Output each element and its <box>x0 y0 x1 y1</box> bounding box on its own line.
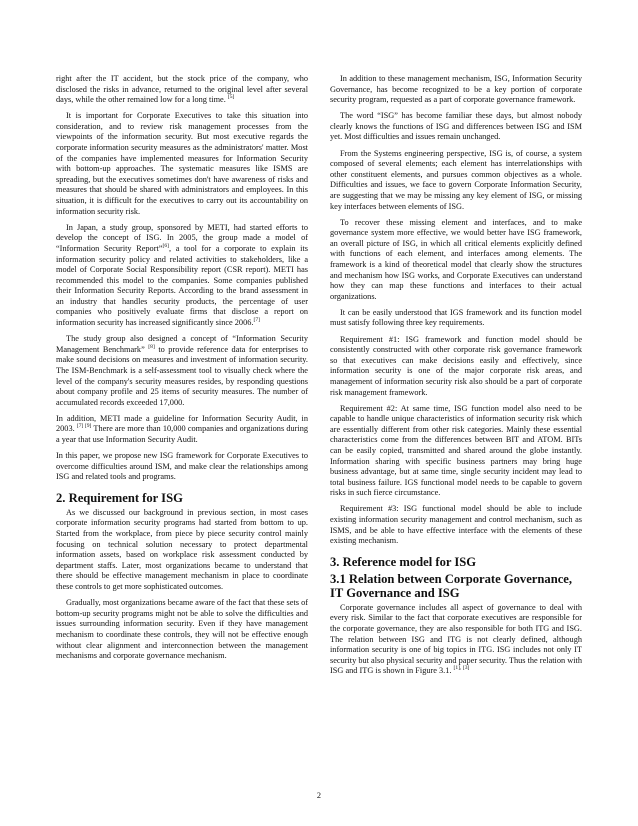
paragraph-meti-study-group: In Japan, a study group, sponsored by METI, had started efforts to develop the concept of ISG. In 2005, the group made a model of “Information Security Report”[6], a tool for a corporate to explain its information security policy and related activities to stakeholders, like a model of Corporate Social Responsibility report (CSR report). METI has recommended this model to the companies. Some companies published their Information Security Reports. According to the brand assessment in an industry that handles security products, the percentage of user companies who positively evaluate firms that disclose a report on information security has increased significantly since 2006.[7] <box>56 222 309 328</box>
right-column <box>330 74 582 683</box>
paragraph-isg-word: The word “ISG” has become familiar these days, but almost nobody clearly knows the functions of ISG and differences between ISG and ISM yet. Most difficulties and issues remain unchanged. <box>330 111 582 142</box>
paragraph-proposal: In this paper, we propose new ISG framework for Corporate Executives to overcome difficulties around ISM, and make clear the relationships among ISG and related tools and programs. <box>56 451 308 482</box>
subsection-heading-relation: 3.1 Relation between Corporate Governance, IT Governance and ISG <box>330 571 573 601</box>
paragraph-background: As we discussed our background in previous section, in most cases corporate information security programs had started from bottom to up. Started from the workplace, from piece by piece security control mainly focusing on technical solution necessary to protect departmental information assets, based on workplace risk assessment conducted by department staffs. Later, most organizations became to understand that there should be effective management mechanism in place to coordinate these controls to get more sophisticated outcomes. <box>56 507 308 592</box>
citation: [7] <box>253 317 260 324</box>
paragraph-requirement-2: Requirement #2: At same time, ISG function model also need to be capable to handle unique characteristics of information security risk which are essentially different from other risk categories. Mainly these essential characteristics come from the differences between BIT and ATOM. BITs can be easily copied, transmitted and shared around the globe instantly. Information sharing with specific business partners may bring huge business advantage, but at same time, single security incident may lead to total business failure. IGS functional model needs to be capable to govern risks in such fierce circumstance. <box>330 403 582 498</box>
left-column <box>56 74 308 667</box>
paragraph-systems-engineering: From the Systems engineering perspective, ISG is, of course, a system composed of several elements; each element has interrelationships with other constituent elements, and pursues common objectives as a whole. Difficulties and issues, we face to govern Corporate Information Security, are suggesting that we may be missing any key element of ISG, or missing key interfaces between elements of ISG. <box>330 148 582 211</box>
citation: [1], [3] <box>453 665 470 672</box>
section-heading-reference-model: 3. Reference model for ISG <box>330 554 477 569</box>
paragraph-bottom-up: Gradually, most organizations became aware of the fact that these sets of bottom-up security programs might not be able to solve the difficulties and issues surrounding information security. Even if they have management mechanism to coordinate these controls, they will not be effective enough without clear alignment and interconnection between the management mechanisms and corporate governance mechanism. <box>56 598 308 661</box>
paragraph-executives: It is important for Corporate Executives to take this situation into consideration, and to review risk management processes from the viewpoints of the information security. But most executive regards the corporate information security measures as the administrators' matter. Most of the companies have implemented measures for Information Security with bottom-up approaches. The systematic measures like ISMS are spreading, but the executives sometimes don't have awareness of risks and measures that should be shared with administrators and employees. In this situation, it is difficult for the executives to carry out its accountability on information security risk. <box>56 111 308 216</box>
paragraph-framework: To recover these missing element and interfaces, and to make governance system more effective, we would better have ISG framework, an overall picture of ISG, in which all critical elements explicitly defined with functions of each element, and interfaces among elements. The framework is a kind of theoretical model that clearly show the structures and mechanism how ISG works, and Corporate Executives can understand how they can map these functions and interfaces to their actual organizations. <box>330 217 582 301</box>
paragraph-requirement-1: Requirement #1: ISG framework and function model should be consistently constructed with other corporate risk governance framework so that executives can make decisions easily and effectively, since information security is one of the major corporate risk areas, and management of information security risk also should be a part of corporate risk management framework. <box>330 334 582 397</box>
paragraph-stock-price: right after the IT accident, but the stock price of the company, who disclosed the risks in advance, returned to the original level after several days, while the other remained low for a long time. [5] <box>56 74 308 105</box>
page-number: 2 <box>316 791 322 800</box>
paragraph-isg-intro: In addition to these management mechanism, ISG, Information Security Governance, has become recognized to be a key portion of corporate security program, requested as a part of corporate governance framework. <box>330 74 582 105</box>
citation: [5] <box>227 94 235 101</box>
paragraph-audit: In addition, METI made a guideline for Information Security Audit, in 2003. [7] [9] There are more than 10,000 companies and organizations during a year that use Information Security Audit. <box>56 413 309 444</box>
section-heading-requirement: 2. Requirement for ISG <box>56 490 183 505</box>
paragraph-benchmark: The study group also designed a concept of “Information Security Management Benchmark” [8] to provide reference data for enterprises to make sound decisions on measures and investment of information security. The ISM-Benchmark is a self-assessment tool to visually check where the level of the company's security measures resides, by responding questions about company profile and 25 items of security measures. The number of accumulated records exceeded 17,000. <box>56 334 308 407</box>
paragraph-corporate-governance: Corporate governance includes all aspect of governance to deal with every risk. Similar to the fact that corporate executives are responsible for the corporate governance, they are also responsible for both ITG and ISG. The relation between ISG and ITG is not clearly defined, although information security is one of big topics in ITG. ISG includes not only IT security but also physical security and paper security. Thus the relation with ISG and ITG is shown in Figure 3.1. [1], [3] <box>330 602 582 676</box>
citation: [7] [9] <box>76 423 92 430</box>
citation: [6] <box>162 243 169 250</box>
paragraph-requirement-3: Requirement #3: ISG functional model should be able to include existing information security management and control mechanism, such as ISMS, and be able to have effective interface with the elements of these existing mechanism. <box>330 504 582 546</box>
paragraph-requirements-intro: It can be easily understood that IGS framework and its function model must satisfy following three key requirements. <box>330 307 582 328</box>
citation: [8] <box>148 343 155 350</box>
